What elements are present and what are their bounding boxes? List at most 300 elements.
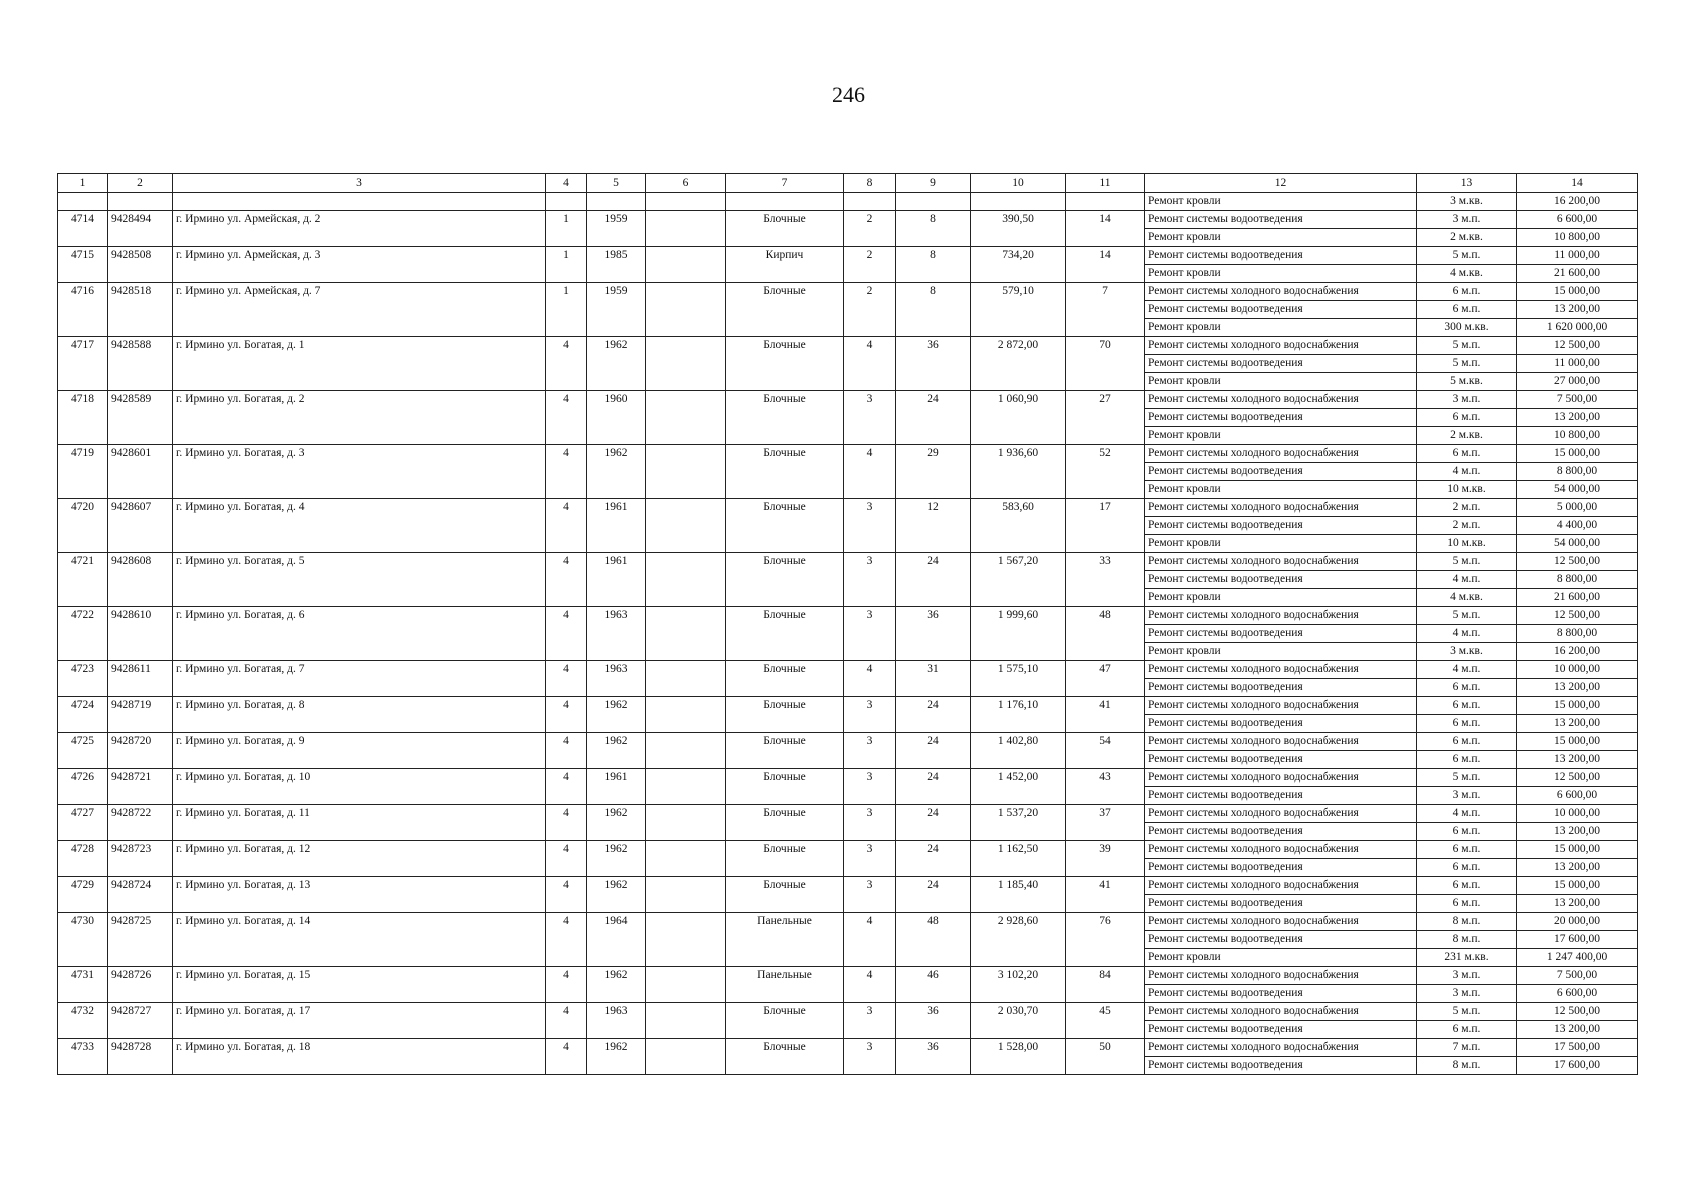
construction-year: 1962 [587,877,646,913]
work-cost: 17 600,00 [1517,931,1638,949]
work-volume: 5 м.п. [1417,337,1517,355]
building-area: 390,50 [971,211,1066,247]
work-cost: 12 500,00 [1517,607,1638,625]
building-area: 1 176,10 [971,697,1066,733]
column-6-value [646,1039,726,1075]
work-type: Ремонт кровли [1145,427,1417,445]
column-6-value [646,841,726,877]
column-4-value: 4 [546,877,587,913]
building-area: 1 936,60 [971,445,1066,499]
building-address: г. Ирмино ул. Богатая, д. 7 [173,661,546,697]
building-address: г. Ирмино ул. Богатая, д. 15 [173,967,546,1003]
building-code: 9428722 [108,805,173,841]
empty-cell [896,193,971,211]
column-6-value [646,913,726,967]
work-volume: 2 м.п. [1417,517,1517,535]
work-cost: 12 500,00 [1517,553,1638,571]
column-4-value: 4 [546,1003,587,1039]
column-6-value [646,499,726,553]
work-volume: 6 м.п. [1417,409,1517,427]
work-cost: 15 000,00 [1517,733,1638,751]
work-cost: 54 000,00 [1517,481,1638,499]
work-volume: 4 м.кв. [1417,589,1517,607]
work-cost: 20 000,00 [1517,913,1638,931]
table-row [58,841,1638,859]
table-row [58,697,1638,715]
wall-material: Блочные [726,553,844,607]
work-volume: 6 м.п. [1417,301,1517,319]
work-cost: 1 247 400,00 [1517,949,1638,967]
construction-year: 1962 [587,1039,646,1075]
work-type: Ремонт кровли [1145,535,1417,553]
building-address: г. Ирмино ул. Армейская, д. 3 [173,247,546,283]
column-8-value: 3 [844,607,896,661]
work-cost: 54 000,00 [1517,535,1638,553]
building-address: г. Ирмино ул. Богатая, д. 12 [173,841,546,877]
work-type: Ремонт системы холодного водоснабжения [1145,769,1417,787]
column-8-value: 3 [844,841,896,877]
building-code: 9428611 [108,661,173,697]
column-4-value: 4 [546,697,587,733]
construction-year: 1963 [587,661,646,697]
column-9-value: 24 [896,877,971,913]
column-11-value: 43 [1066,769,1145,805]
work-type: Ремонт системы холодного водоснабжения [1145,607,1417,625]
building-area: 1 402,80 [971,733,1066,769]
column-header: 7 [726,174,844,193]
wall-material: Блочные [726,607,844,661]
building-address: г. Ирмино ул. Богатая, д. 6 [173,607,546,661]
column-8-value: 3 [844,391,896,445]
column-8-value: 2 [844,247,896,283]
table-row [58,967,1638,985]
column-number-row [58,174,1638,193]
wall-material: Блочные [726,391,844,445]
work-type: Ремонт системы холодного водоснабжения [1145,913,1417,931]
empty-cell [844,193,896,211]
construction-year: 1962 [587,805,646,841]
column-4-value: 4 [546,499,587,553]
wall-material: Блочные [726,877,844,913]
column-4-value: 1 [546,247,587,283]
table-row [58,337,1638,355]
column-9-value: 12 [896,499,971,553]
column-11-value: 45 [1066,1003,1145,1039]
column-9-value: 24 [896,733,971,769]
column-11-value: 27 [1066,391,1145,445]
column-header: 3 [173,174,546,193]
column-9-value: 46 [896,967,971,1003]
column-9-value: 29 [896,445,971,499]
wall-material: Блочные [726,661,844,697]
column-4-value: 4 [546,391,587,445]
column-4-value: 4 [546,445,587,499]
column-header: 1 [58,174,108,193]
work-volume: 10 м.кв. [1417,481,1517,499]
work-cost: 15 000,00 [1517,877,1638,895]
work-volume: 4 м.п. [1417,805,1517,823]
row-number: 4727 [58,805,108,841]
building-address: г. Ирмино ул. Богатая, д. 14 [173,913,546,967]
column-11-value: 41 [1066,877,1145,913]
construction-year: 1962 [587,733,646,769]
work-type: Ремонт кровли [1145,643,1417,661]
work-type: Ремонт системы водоотведения [1145,1021,1417,1039]
work-cost: 13 200,00 [1517,409,1638,427]
column-11-value: 17 [1066,499,1145,553]
wall-material: Блочные [726,1003,844,1039]
work-type: Ремонт системы водоотведения [1145,985,1417,1003]
building-area: 1 060,90 [971,391,1066,445]
work-cost: 13 200,00 [1517,751,1638,769]
work-cost: 13 200,00 [1517,715,1638,733]
empty-cell [971,193,1066,211]
column-6-value [646,805,726,841]
work-type: Ремонт системы водоотведения [1145,625,1417,643]
work-cost: 15 000,00 [1517,841,1638,859]
column-6-value [646,607,726,661]
column-11-value: 50 [1066,1039,1145,1075]
wall-material: Блочные [726,445,844,499]
row-number: 4733 [58,1039,108,1075]
work-type: Ремонт системы холодного водоснабжения [1145,553,1417,571]
construction-year: 1963 [587,607,646,661]
column-6-value [646,283,726,337]
column-9-value: 8 [896,211,971,247]
column-6-value [646,1003,726,1039]
row-number: 4723 [58,661,108,697]
work-type: Ремонт системы холодного водоснабжения [1145,337,1417,355]
work-cost: 6 600,00 [1517,985,1638,1003]
column-6-value [646,877,726,913]
work-volume: 6 м.п. [1417,679,1517,697]
construction-year: 1962 [587,697,646,733]
wall-material: Блочные [726,841,844,877]
column-11-value: 54 [1066,733,1145,769]
work-cost: 13 200,00 [1517,895,1638,913]
work-type: Ремонт системы холодного водоснабжения [1145,1039,1417,1057]
work-type: Ремонт системы водоотведения [1145,1057,1417,1075]
column-6-value [646,247,726,283]
column-4-value: 1 [546,211,587,247]
column-9-value: 24 [896,769,971,805]
table-row [58,445,1638,463]
work-cost: 4 400,00 [1517,517,1638,535]
work-volume: 8 м.п. [1417,1057,1517,1075]
column-6-value [646,967,726,1003]
construction-year: 1962 [587,841,646,877]
work-volume: 5 м.п. [1417,1003,1517,1021]
column-header: 9 [896,174,971,193]
building-area: 734,20 [971,247,1066,283]
building-area: 1 567,20 [971,553,1066,607]
work-type: Ремонт системы водоотведения [1145,787,1417,805]
wall-material: Блочные [726,697,844,733]
row-number: 4716 [58,283,108,337]
work-cost: 8 800,00 [1517,463,1638,481]
column-header: 12 [1145,174,1417,193]
column-4-value: 1 [546,283,587,337]
work-cost: 11 000,00 [1517,355,1638,373]
row-number: 4715 [58,247,108,283]
column-8-value: 3 [844,1039,896,1075]
table-row [58,769,1638,787]
column-11-value: 70 [1066,337,1145,391]
column-9-value: 24 [896,697,971,733]
column-11-value: 52 [1066,445,1145,499]
work-type: Ремонт системы холодного водоснабжения [1145,283,1417,301]
work-volume: 5 м.п. [1417,769,1517,787]
column-9-value: 36 [896,337,971,391]
row-number: 4720 [58,499,108,553]
work-volume: 6 м.п. [1417,841,1517,859]
row-number: 4728 [58,841,108,877]
building-code: 9428608 [108,553,173,607]
work-type: Ремонт кровли [1145,319,1417,337]
construction-year: 1961 [587,769,646,805]
building-code: 9428728 [108,1039,173,1075]
column-6-value [646,391,726,445]
building-code: 9428508 [108,247,173,283]
column-9-value: 24 [896,805,971,841]
column-8-value: 3 [844,769,896,805]
work-cost: 10 800,00 [1517,427,1638,445]
table-row [58,211,1638,229]
wall-material: Панельные [726,967,844,1003]
building-code: 9428589 [108,391,173,445]
row-number: 4731 [58,967,108,1003]
building-area: 1 528,00 [971,1039,1066,1075]
work-volume: 3 м.п. [1417,211,1517,229]
work-volume: 8 м.п. [1417,913,1517,931]
column-8-value: 3 [844,733,896,769]
column-9-value: 36 [896,607,971,661]
column-11-value: 84 [1066,967,1145,1003]
work-cost: 17 600,00 [1517,1057,1638,1075]
row-number: 4732 [58,1003,108,1039]
work-cost: 7 500,00 [1517,967,1638,985]
work-type: Ремонт системы холодного водоснабжения [1145,697,1417,715]
column-header: 13 [1417,174,1517,193]
work-type: Ремонт кровли [1145,373,1417,391]
work-cost: 7 500,00 [1517,391,1638,409]
work-cost: 12 500,00 [1517,769,1638,787]
building-code: 9428601 [108,445,173,499]
construction-year: 1963 [587,1003,646,1039]
column-11-value: 33 [1066,553,1145,607]
building-area: 2 928,60 [971,913,1066,967]
work-type: Ремонт системы водоотведения [1145,823,1417,841]
work-volume: 6 м.п. [1417,283,1517,301]
table-row [58,913,1638,931]
column-6-value [646,697,726,733]
work-type: Ремонт кровли [1145,949,1417,967]
work-cost: 15 000,00 [1517,283,1638,301]
column-8-value: 3 [844,553,896,607]
column-header: 6 [646,174,726,193]
column-4-value: 4 [546,967,587,1003]
work-volume: 6 м.п. [1417,751,1517,769]
column-11-value: 48 [1066,607,1145,661]
row-number: 4725 [58,733,108,769]
column-4-value: 4 [546,913,587,967]
work-type: Ремонт системы водоотведения [1145,751,1417,769]
building-address: г. Ирмино ул. Богатая, д. 11 [173,805,546,841]
column-6-value [646,733,726,769]
construction-year: 1959 [587,211,646,247]
wall-material: Кирпич [726,247,844,283]
work-cost: 10 800,00 [1517,229,1638,247]
work-type: Ремонт системы холодного водоснабжения [1145,733,1417,751]
work-type: Ремонт системы водоотведения [1145,859,1417,877]
work-cost: 15 000,00 [1517,445,1638,463]
building-address: г. Ирмино ул. Богатая, д. 5 [173,553,546,607]
construction-year: 1961 [587,553,646,607]
building-address: г. Ирмино ул. Армейская, д. 7 [173,283,546,337]
work-type: Ремонт системы водоотведения [1145,931,1417,949]
construction-year: 1985 [587,247,646,283]
work-type: Ремонт системы водоотведения [1145,211,1417,229]
construction-year: 1959 [587,283,646,337]
column-9-value: 24 [896,553,971,607]
table-row [58,805,1638,823]
work-cost: 27 000,00 [1517,373,1638,391]
building-area: 583,60 [971,499,1066,553]
table-row [58,607,1638,625]
work-volume: 6 м.п. [1417,823,1517,841]
wall-material: Блочные [726,769,844,805]
column-4-value: 4 [546,841,587,877]
building-area: 1 537,20 [971,805,1066,841]
table-row [58,247,1638,265]
continuation-row [58,193,1638,211]
work-cost: 11 000,00 [1517,247,1638,265]
building-code: 9428720 [108,733,173,769]
column-11-value: 7 [1066,283,1145,337]
work-volume: 4 м.кв. [1417,265,1517,283]
building-address: г. Ирмино ул. Богатая, д. 4 [173,499,546,553]
column-9-value: 24 [896,391,971,445]
building-address: г. Ирмино ул. Богатая, д. 3 [173,445,546,499]
empty-cell [108,193,173,211]
column-9-value: 24 [896,841,971,877]
empty-cell [1066,193,1145,211]
column-11-value: 14 [1066,211,1145,247]
building-area: 579,10 [971,283,1066,337]
work-type: Ремонт системы водоотведения [1145,571,1417,589]
work-type: Ремонт системы водоотведения [1145,715,1417,733]
row-number: 4730 [58,913,108,967]
work-type: Ремонт системы водоотведения [1145,895,1417,913]
work-cost: 13 200,00 [1517,1021,1638,1039]
column-9-value: 8 [896,247,971,283]
work-volume: 6 м.п. [1417,733,1517,751]
work-volume: 3 м.кв. [1417,193,1517,211]
column-4-value: 4 [546,1039,587,1075]
column-11-value: 41 [1066,697,1145,733]
building-area: 2 872,00 [971,337,1066,391]
work-volume: 3 м.п. [1417,391,1517,409]
construction-year: 1962 [587,337,646,391]
work-cost: 10 000,00 [1517,661,1638,679]
row-number: 4722 [58,607,108,661]
table-row [58,553,1638,571]
work-volume: 3 м.п. [1417,967,1517,985]
work-volume: 2 м.кв. [1417,427,1517,445]
building-code: 9428725 [108,913,173,967]
column-6-value [646,661,726,697]
work-volume: 5 м.п. [1417,355,1517,373]
work-cost: 13 200,00 [1517,301,1638,319]
column-header: 2 [108,174,173,193]
row-number: 4724 [58,697,108,733]
column-6-value [646,445,726,499]
page-number: 246 [832,82,865,107]
work-volume: 10 м.кв. [1417,535,1517,553]
building-code: 9428607 [108,499,173,553]
column-8-value: 3 [844,877,896,913]
wall-material: Панельные [726,913,844,967]
column-6-value [646,553,726,607]
work-type: Ремонт системы водоотведения [1145,517,1417,535]
building-area: 1 452,00 [971,769,1066,805]
column-11-value: 39 [1066,841,1145,877]
work-volume: 4 м.п. [1417,661,1517,679]
table-row [58,391,1638,409]
row-number: 4729 [58,877,108,913]
work-volume: 5 м.кв. [1417,373,1517,391]
row-number: 4718 [58,391,108,445]
column-11-value: 14 [1066,247,1145,283]
work-type: Ремонт системы водоотведения [1145,247,1417,265]
column-8-value: 3 [844,697,896,733]
building-code: 9428723 [108,841,173,877]
building-area: 1 999,60 [971,607,1066,661]
building-code: 9428494 [108,211,173,247]
wall-material: Блочные [726,499,844,553]
work-cost: 17 500,00 [1517,1039,1638,1057]
work-type: Ремонт кровли [1145,229,1417,247]
building-code: 9428518 [108,283,173,337]
work-volume: 2 м.п. [1417,499,1517,517]
work-type: Ремонт системы холодного водоснабжения [1145,661,1417,679]
work-type: Ремонт кровли [1145,481,1417,499]
wall-material: Блочные [726,805,844,841]
work-cost: 8 800,00 [1517,625,1638,643]
column-header: 8 [844,174,896,193]
column-11-value: 37 [1066,805,1145,841]
work-cost: 13 200,00 [1517,859,1638,877]
column-6-value [646,211,726,247]
building-code: 9428727 [108,1003,173,1039]
construction-year: 1962 [587,967,646,1003]
column-11-value: 76 [1066,913,1145,967]
column-8-value: 3 [844,499,896,553]
work-volume: 300 м.кв. [1417,319,1517,337]
construction-year: 1961 [587,499,646,553]
column-8-value: 2 [844,211,896,247]
work-cost: 21 600,00 [1517,589,1638,607]
building-address: г. Ирмино ул. Богатая, д. 1 [173,337,546,391]
work-type: Ремонт системы водоотведения [1145,409,1417,427]
work-type: Ремонт системы холодного водоснабжения [1145,805,1417,823]
building-code: 9428610 [108,607,173,661]
work-cost: 6 600,00 [1517,787,1638,805]
work-volume: 3 м.п. [1417,787,1517,805]
building-code: 9428726 [108,967,173,1003]
column-4-value: 4 [546,337,587,391]
table-body [58,174,1638,1075]
